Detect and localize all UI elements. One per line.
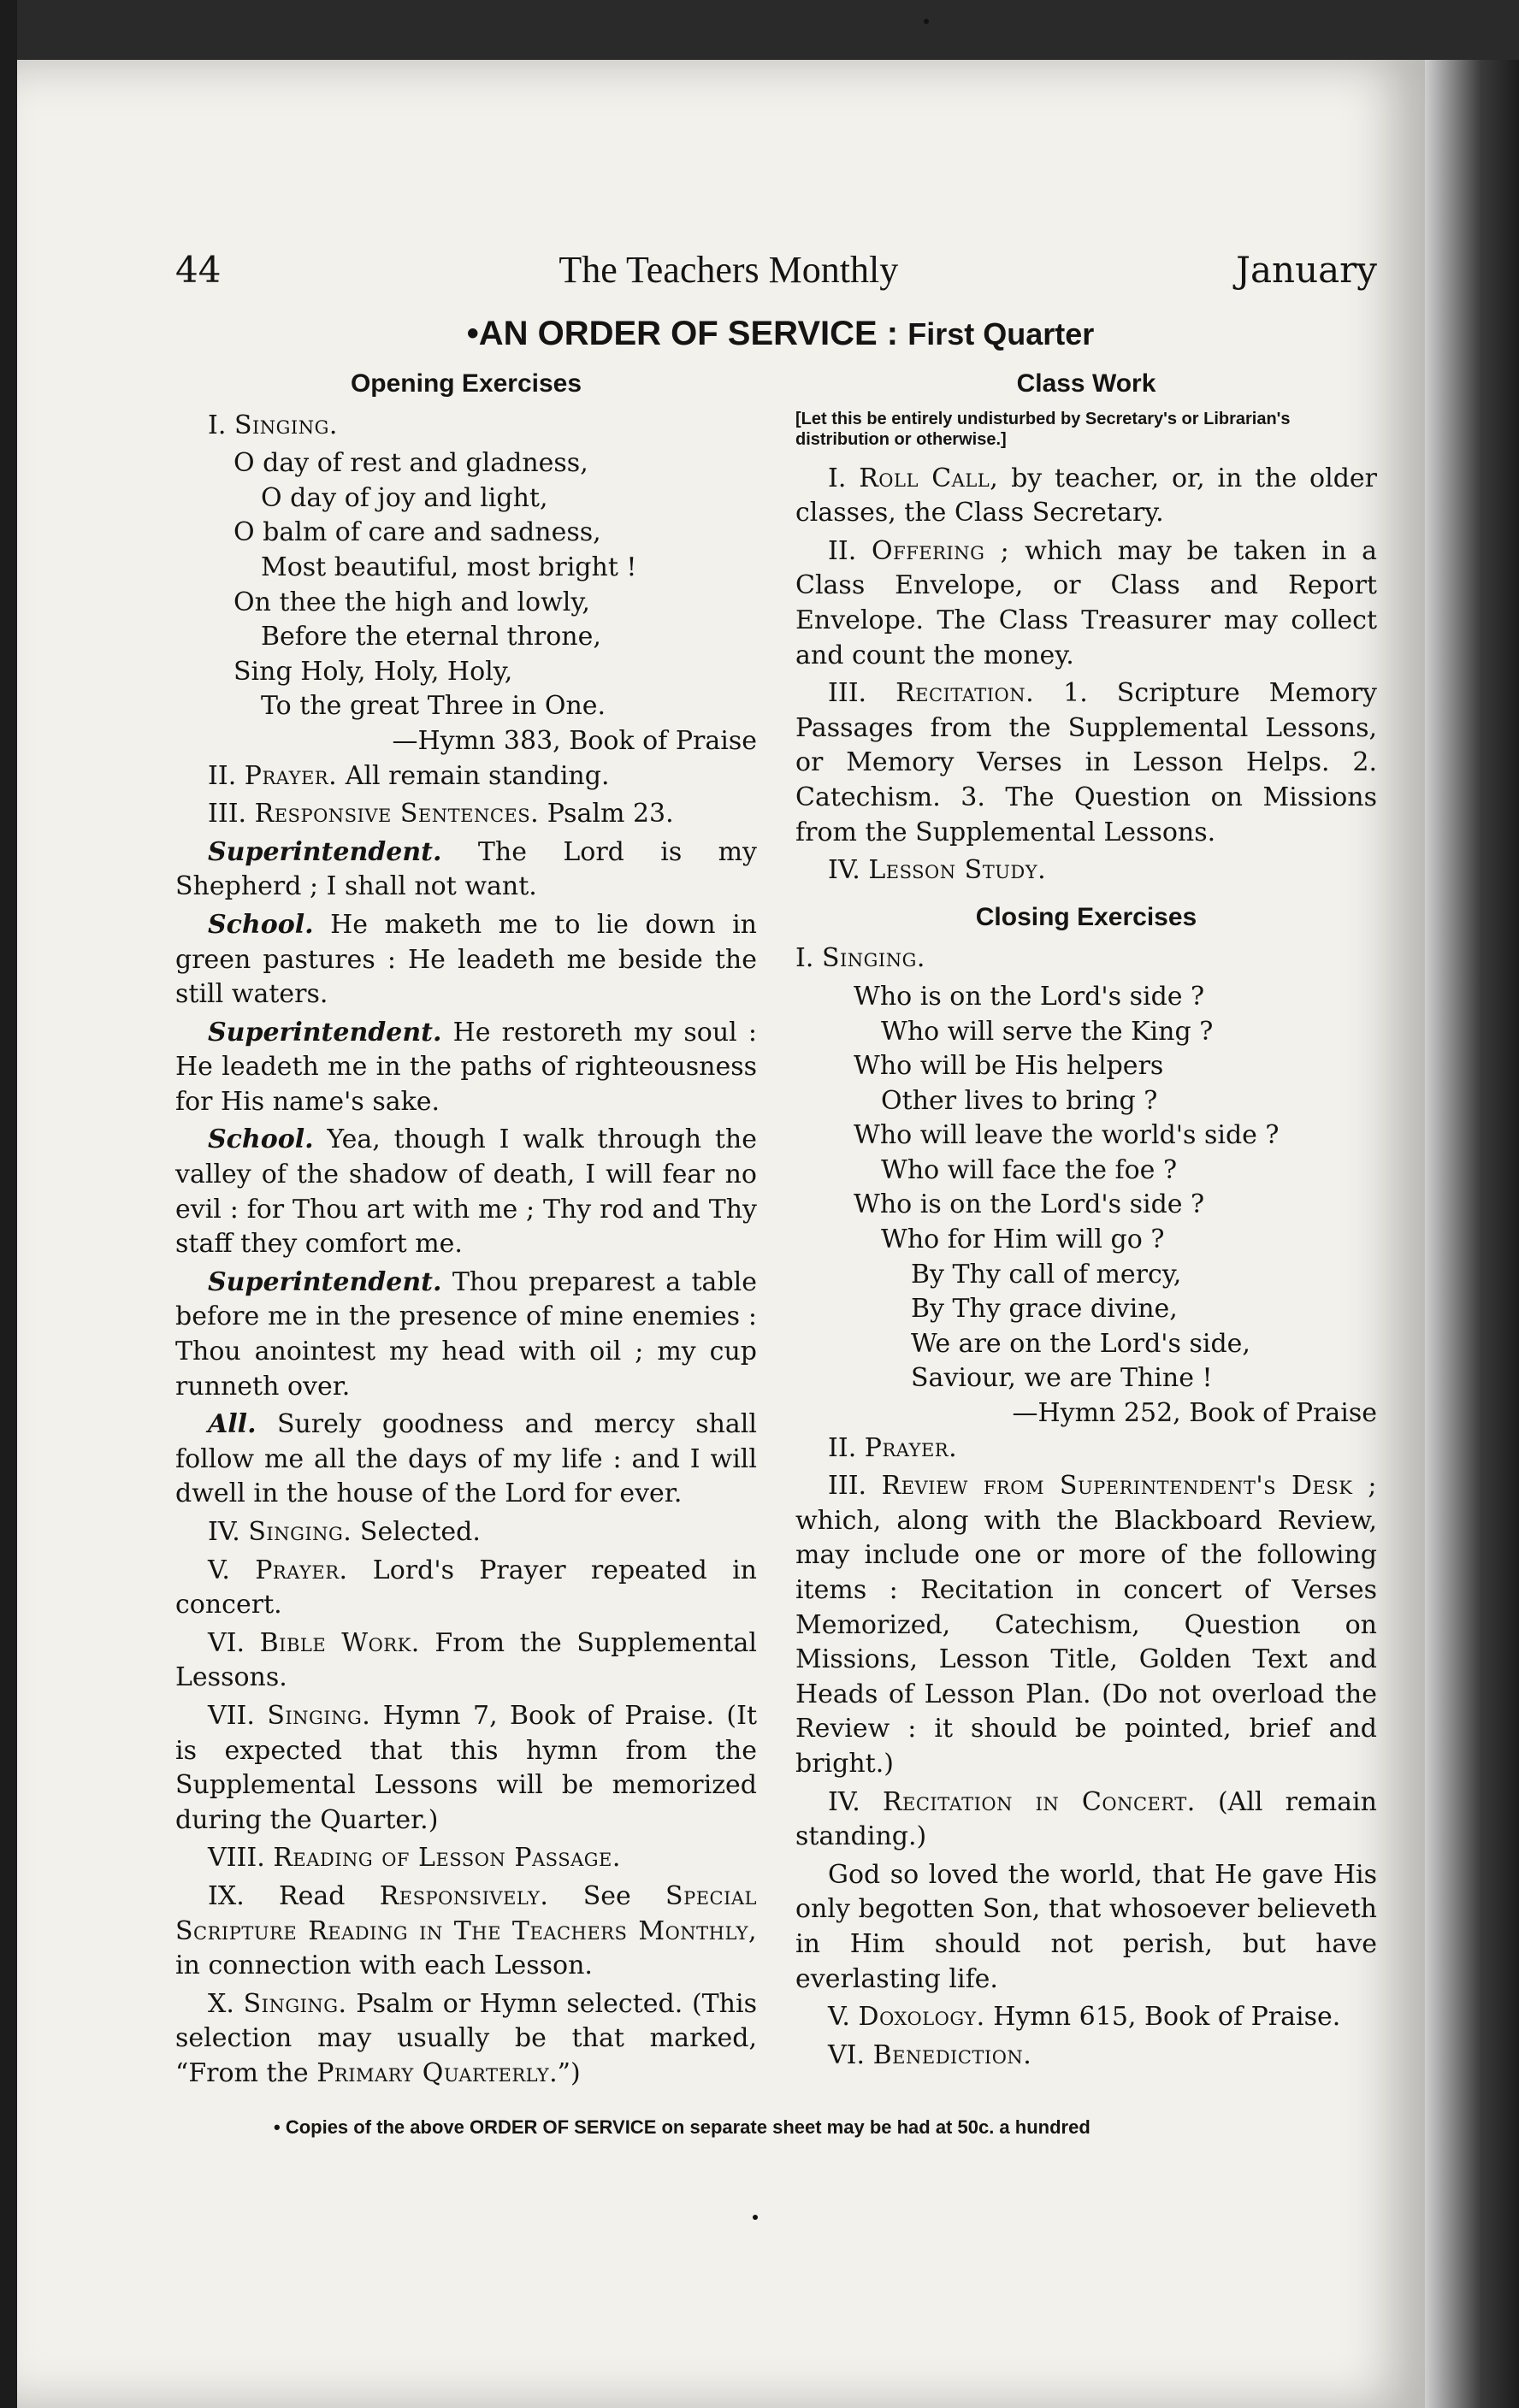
item: I. Singing. bbox=[208, 410, 338, 440]
item: IV. Lesson Study. bbox=[828, 855, 1047, 886]
scripture-text: God so loved the world, that He gave His only begotten Son, that whosoever believeth in Him should not perish, but have everlasting life. bbox=[795, 1859, 1377, 1994]
item: VII. Singing. Hymn 7, Book of Praise. (It is expected that this hymn from the Supplemental Lessons will be memorized during the Quarter.) bbox=[175, 1700, 757, 1835]
scan-top-margin bbox=[0, 0, 1519, 60]
class-work-note: [Let this be entirely undisturbed by Secretary's or Librarian's distribution or otherwise.] bbox=[795, 409, 1291, 449]
item: VI. Benediction. bbox=[828, 2039, 1032, 2070]
scan-left-margin bbox=[0, 0, 17, 2408]
section-heading: Closing Exercises bbox=[975, 902, 1197, 931]
book-spine-shadow bbox=[1425, 60, 1519, 2408]
item: I. Singing. bbox=[795, 943, 925, 974]
item: X. Singing. Psalm or Hymn selected. (This selection may usually be that marked, “From the Primary Quarterly.”) bbox=[175, 1988, 757, 2088]
item: VI. Bible Work. From the Supplemental Lessons. bbox=[175, 1627, 757, 1693]
speck bbox=[753, 2215, 758, 2220]
section-heading: Opening Exercises bbox=[350, 369, 582, 398]
month: January bbox=[1236, 249, 1377, 291]
item: V. Prayer. Lord's Prayer repeated in concert. bbox=[175, 1555, 757, 1620]
item: III. Responsive Sentences. Psalm 23. bbox=[208, 799, 674, 829]
item: I. Roll Call, by teacher, or, in the older classes, the Class Secretary. bbox=[795, 463, 1378, 528]
item: VIII. Reading of Lesson Passage. bbox=[208, 1843, 621, 1874]
running-header bbox=[175, 248, 1377, 299]
item: II. Prayer. All remain standing. bbox=[208, 760, 610, 791]
hymn-verse: Who is on the Lord's side ? Who will serve the King ? Who will be His helpers Other lives to bring ? Who will leave the world's side ? Who will face the foe ? Who is on the Lord's side ? Who for Him will go ? By Thy call of mercy, By Thy grace divine, We are on the Lord's side, Saviour, we are Thine ! —Hymn 252, Book of Praise bbox=[795, 980, 1377, 1431]
hymn-attribution: —Hymn 252, Book of Praise bbox=[1012, 1398, 1377, 1429]
journal-title: The Teachers Monthly bbox=[559, 249, 899, 291]
item: II. Offering ; which may be taken in a Class Envelope, or Class and Report Envelope. The Class Treasurer may collect and count the money. bbox=[795, 535, 1377, 670]
speck bbox=[924, 19, 929, 24]
responsive-line: Superintendent. The Lord is my Shepherd ; I shall not want. bbox=[175, 836, 757, 902]
responsive-line: School. He maketh me to lie down in green pastures : He leadeth me beside the still waters. bbox=[175, 909, 757, 1010]
item: III. Review from Superintendent's Desk ; which, along with the Blackboard Review, may include one or more of the following items : Recitation in concert of Verses Memorized, Catechism, Question on Missions, Lesson Title, Golden Text and Heads of Lesson Plan. (Do not overload the Review : it should be pointed, brief and bright.) bbox=[795, 1471, 1378, 1779]
footnote: • Copies of the above ORDER OF SERVICE on separate sheet may be had at 50c. a hundred bbox=[274, 2116, 1090, 2138]
page-number: 44 bbox=[175, 249, 222, 291]
item: V. Doxology. Hymn 615, Book of Praise. bbox=[828, 2002, 1341, 2033]
responsive-line: Superintendent. He restoreth my soul : He leadeth me in the paths of righteousness for His name's sake. bbox=[175, 1017, 757, 1117]
item: IV. Recitation in Concert. (All remain standing.) bbox=[795, 1786, 1377, 1852]
page-title: •AN ORDER OF SERVICE : First Quarter bbox=[466, 315, 1095, 352]
item: IV. Singing. Selected. bbox=[208, 1517, 481, 1547]
item: II. Prayer. bbox=[828, 1432, 958, 1463]
section-heading: Class Work bbox=[1016, 369, 1156, 398]
responsive-line: Superintendent. Thou preparest a table before me in the presence of mine enemies : Thou anointest my head with oil ; my cup runneth over. bbox=[175, 1266, 757, 1402]
item: IX. Read Responsively. See Special Scripture Reading in The Teachers Monthly, in connection with each Lesson. bbox=[175, 1880, 758, 1981]
left-column bbox=[175, 362, 757, 2095]
responsive-line: All. Surely goodness and mercy shall follow me all the days of my life : and I will dwell in the house of the Lord for ever. bbox=[175, 1409, 757, 1509]
hymn-attribution: —Hymn 383, Book of Praise bbox=[392, 725, 757, 756]
item: III. Recitation. 1. Scripture Memory Passages from the Supplemental Lessons, or Memory Verses in Lesson Helps. 2. Catechism. 3. The Question on Missions from the Supplemental Lessons. bbox=[795, 678, 1377, 847]
page-content bbox=[175, 248, 1377, 2095]
right-column bbox=[795, 362, 1377, 2095]
responsive-line: School. Yea, though I walk through the valley of the shadow of death, I will fear no evil : for Thou art with me ; Thy rod and Thy staff they comfort me. bbox=[175, 1124, 757, 1260]
hymn-verse: O day of rest and gladness, O day of joy and light, O balm of care and sadness, Most beautiful, most bright ! On thee the high and lowly, Before the eternal throne, Sing Holy, Holy, Holy, To the great Three in One. —Hymn 383, Book of Praise bbox=[175, 446, 757, 758]
